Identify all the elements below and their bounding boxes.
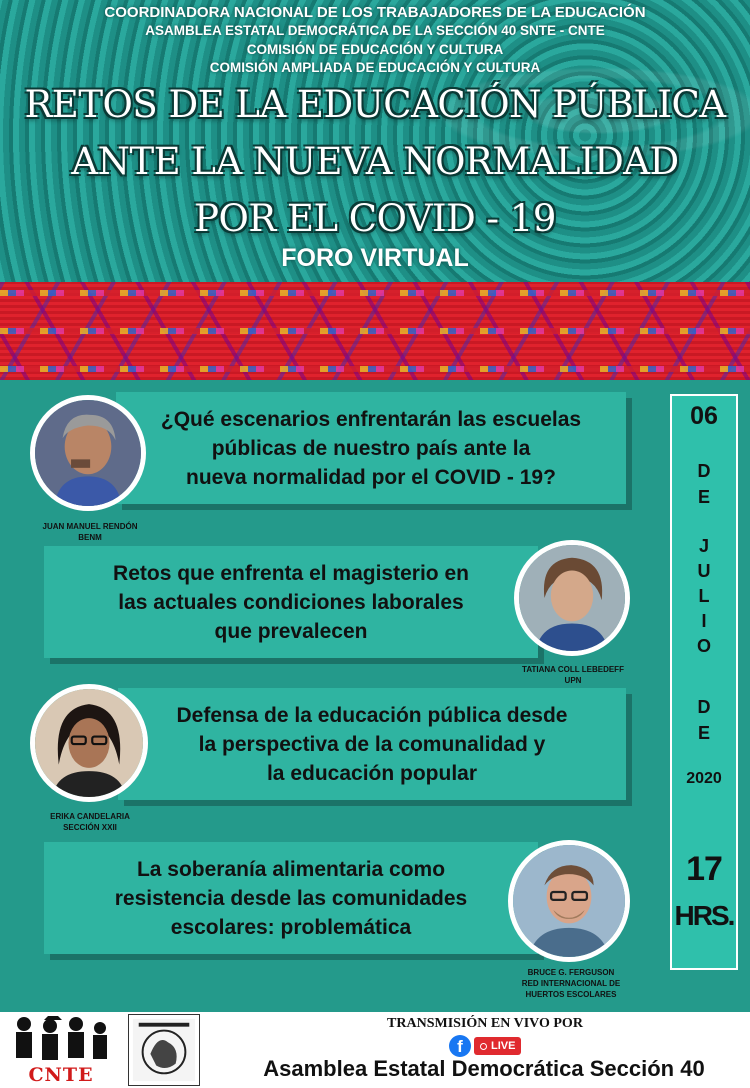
textile-band xyxy=(0,282,750,380)
speaker-affiliation-1: BENM xyxy=(78,533,102,542)
title-line-2: ANTE LA NUEVA NORMALIDAD xyxy=(71,140,679,183)
talk-card-1: ¿Qué escenarios enfrentarán las escuelas públicas de nuestro país ante la nueva normalidad por el COVID - 19? xyxy=(116,392,626,504)
snte-logo xyxy=(128,1014,200,1086)
textile-stripe xyxy=(0,328,750,334)
footer xyxy=(0,1012,750,1088)
header-banner xyxy=(0,0,750,282)
cnte-logo-text: CNTE xyxy=(28,1064,94,1086)
speaker-name-4: BRUCE G. FERGUSON xyxy=(527,968,615,977)
live-badge xyxy=(474,1037,521,1055)
speaker-photo-3 xyxy=(30,684,148,802)
speaker-affiliation-4: RED INTERNACIONAL DE xyxy=(521,979,621,988)
org-line-4: COMISIÓN AMPLIADA DE EDUCACIÓN Y CULTURA xyxy=(209,60,541,75)
org-line-2: ASAMBLEA ESTATAL DEMOCRÁTICA DE LA SECCIÓN 40 SNTE - CNTE xyxy=(145,23,605,38)
speaker-photo-4 xyxy=(508,840,630,962)
facebook-live-badge[interactable] xyxy=(449,1035,521,1057)
speaker-name-1: JUAN MANUEL RENDÓN xyxy=(42,522,138,531)
cnte-logo-figures xyxy=(4,1014,116,1064)
textile-stripe xyxy=(0,366,750,372)
date-day: 06 xyxy=(690,402,718,430)
speaker-name-3: ERIKA CANDELARIA xyxy=(50,812,130,821)
date-column xyxy=(670,394,738,970)
transmission-label: TRANSMISIÓN EN VIVO POR xyxy=(387,1016,583,1031)
talk-card-4: La soberanía alimentaria como resistencia desde las comunidades escolares: problemática xyxy=(44,842,538,954)
date-de-2: D E xyxy=(697,697,711,743)
speaker-caption-2 xyxy=(498,664,648,686)
date-year: 2020 xyxy=(686,770,722,787)
date-month: J U L I O xyxy=(696,536,711,656)
speaker-caption-1 xyxy=(20,521,160,543)
snte-emblem xyxy=(129,1015,199,1085)
org-line-1: COORDINADORA NACIONAL DE LOS TRABAJADORES DE LA EDUCACIÓN xyxy=(104,4,646,21)
facebook-icon: f xyxy=(449,1035,471,1057)
speaker-name-2: TATIANA COLL LEBEDEFF xyxy=(522,665,624,674)
cnte-logo xyxy=(4,1014,116,1086)
speaker-photo-2 xyxy=(514,540,630,656)
speaker-affiliation-2: UPN xyxy=(564,676,582,685)
speaker-affiliation-4b: HUERTOS ESCOLARES xyxy=(525,990,617,999)
speaker-affiliation-3: SECCIÓN XXII xyxy=(63,823,117,832)
live-label: LIVE xyxy=(491,1040,516,1052)
talk-card-3: Defensa de la educación pública desde la perspectiva de la comunalidad y la educación popular xyxy=(118,688,626,800)
talk-card-2: Retos que enfrenta el magisterio en las actuales condiciones laborales que prevalecen xyxy=(44,546,538,658)
date-hour: 17 xyxy=(686,850,722,888)
assembly-name: Asamblea Estatal Democrática Sección 40 xyxy=(263,1056,705,1081)
date-hour-unit: HRS. xyxy=(674,900,734,931)
title-line-3: POR EL COVID - 19 xyxy=(194,197,556,240)
speaker-portrait-2 xyxy=(519,545,625,651)
live-dot-icon xyxy=(480,1043,487,1050)
speaker-photo-1 xyxy=(30,395,146,511)
speaker-portrait-1 xyxy=(35,400,141,506)
speaker-caption-4 xyxy=(496,967,646,1000)
date-de-1: D E xyxy=(697,461,711,507)
title-line-1: RETOS DE LA EDUCACIÓN PÚBLICA xyxy=(24,83,726,126)
subtitle-foro-virtual: FORO VIRTUAL xyxy=(281,244,469,272)
speaker-caption-3 xyxy=(20,811,160,833)
speaker-portrait-3 xyxy=(35,689,143,797)
textile-stripe xyxy=(0,290,750,296)
org-line-3: COMISIÓN DE EDUCACIÓN Y CULTURA xyxy=(246,42,504,57)
speaker-portrait-4 xyxy=(513,845,625,957)
